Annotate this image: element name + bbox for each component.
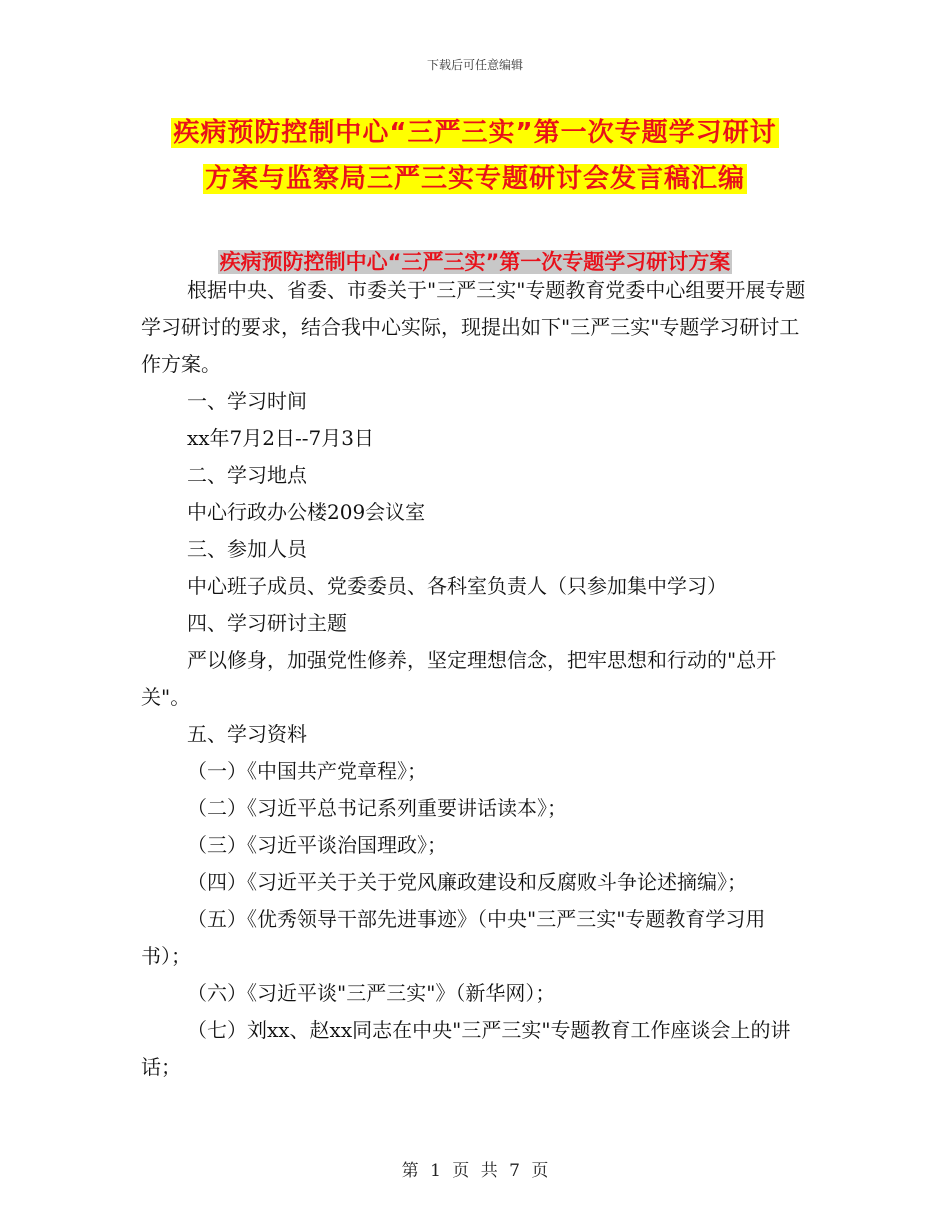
- document-body: [141, 272, 811, 1086]
- list-item: （四）《习近平关于关于党风廉政建设和反腐败斗争论述摘编》；: [187, 870, 747, 894]
- list-item: （六）《习近平谈"三严三实"》（新华网）；: [187, 981, 556, 1005]
- list-item: （三）《习近平谈治国理政》；: [187, 833, 447, 857]
- document-title-line-2: [0, 158, 950, 195]
- section-heading-participants: 三、参加人员: [187, 537, 307, 561]
- section-title-highlight: 疾病预防控制中心“三严三实”第一次专题学习研讨方案: [219, 250, 731, 274]
- section-heading-location: 二、学习地点: [187, 463, 307, 487]
- section-heading-theme: 四、学习研讨主题: [187, 611, 347, 635]
- body-paragraph: xx年7月2日--7月3日: [187, 426, 374, 450]
- page-header: 下载后可任意编辑: [426, 58, 523, 72]
- list-item: （五）《优秀领导干部先进事迹》（中央"三严三实"专题教育学习用书）；: [141, 907, 766, 968]
- document-title-line-1: [0, 112, 950, 149]
- body-paragraph: 中心行政办公楼209会议室: [187, 500, 426, 524]
- section-heading-materials: 五、学习资料: [187, 722, 307, 746]
- list-item: （一）《中国共产党章程》；: [187, 759, 427, 783]
- list-item: （七）刘xx、赵xx同志在中央"三严三实"专题教育工作座谈会上的讲话；: [141, 1018, 791, 1079]
- section-heading-time: 一、学习时间: [187, 389, 307, 413]
- title-highlight-2: 方案与监察局三严三实专题研讨会发言稿汇编: [204, 164, 745, 194]
- list-item: （二）《习近平总书记系列重要讲话读本》；: [187, 796, 567, 820]
- body-paragraph: 中心班子成员、党委委员、各科室负责人（只参加集中学习）: [187, 574, 727, 598]
- body-paragraph: 严以修身，加强党性修养，坚定理想信念，把牢思想和行动的"总开关"。: [141, 648, 777, 709]
- body-paragraph: 根据中央、省委、市委关于"三严三实"专题教育党委中心组要开展专题学习研讨的要求，结合我中心实际，现提出如下"三严三实"专题学习研讨工作方案。: [141, 278, 806, 376]
- page-footer: 第 1 页 共 7 页: [401, 1161, 549, 1181]
- title-highlight-1: 疾病预防控制中心“三严三实”第一次专题学习研讨: [173, 118, 777, 148]
